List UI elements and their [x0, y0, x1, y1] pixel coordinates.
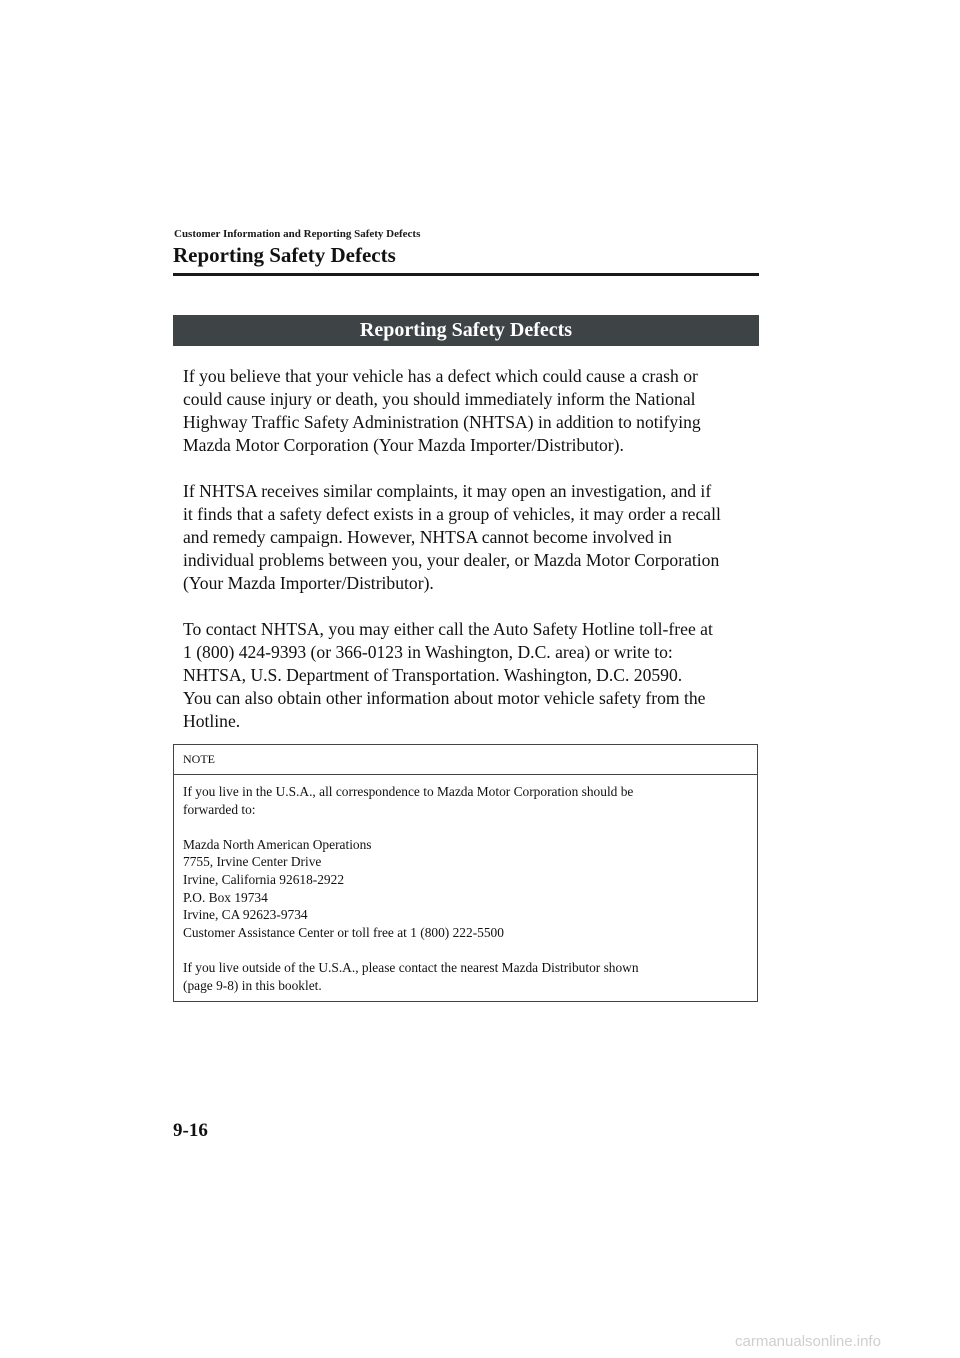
section-body [183, 365, 763, 756]
note-body [174, 775, 757, 994]
breadcrumb: Customer Information and Reporting Safety Defects [174, 228, 421, 240]
title-divider [173, 273, 759, 276]
page-title: Reporting Safety Defects [173, 243, 396, 267]
note-paragraph-address: Mazda North American Operations 7755, Irvine Center Drive Irvine, California 92618-2922 P.O. Box 19734 Irvine, CA 92623-9734 Customer Assistance Center or toll free at 1 (800) 222-5500 [183, 836, 504, 940]
paragraph-nhtsa-investigation: If NHTSA receives similar complaints, it may open an investigation, and if it finds that a safety defect exists in a group of vehicles, it may order a recall and remedy campaign. However, NHTSA cannot become involved in individual problems between you, your dealer, or Mazda Motor Corporation (Your Mazda Importer/Distributor). [183, 481, 721, 593]
note-paragraph-us-correspondence: If you live in the U.S.A., all correspondence to Mazda Motor Corporation should be forwarded to: [183, 784, 634, 817]
note-label: NOTE [174, 745, 757, 775]
note-box [173, 744, 758, 1002]
section-heading: Reporting Safety Defects [359, 319, 573, 341]
page-number: 9-16 [173, 1120, 208, 1141]
section-heading-banner [173, 315, 759, 346]
paragraph-contact-nhtsa: To contact NHTSA, you may either call the Auto Safety Hotline toll-free at 1 (800) 424-9393 (or 366-0123 in Washington, D.C. area) or write to: NHTSA, U.S. Department of Transportation. Washington, D.C. 20590. You can also obtain other information about motor vehicle safety from the Hotline. [183, 619, 713, 731]
note-paragraph-outside-us: If you live outside of the U.S.A., please contact the nearest Mazda Distributor shown (page 9-8) in this booklet. [183, 959, 639, 993]
paragraph-report-defect: If you believe that your vehicle has a defect which could cause a crash or could cause injury or death, you should immediately inform the National Highway Traffic Safety Administration (NHTSA) in addition to notifying Mazda Motor Corporation (Your Mazda Importer/Distributor). [183, 366, 701, 455]
watermark: carmanualsonline.info [735, 1333, 881, 1350]
